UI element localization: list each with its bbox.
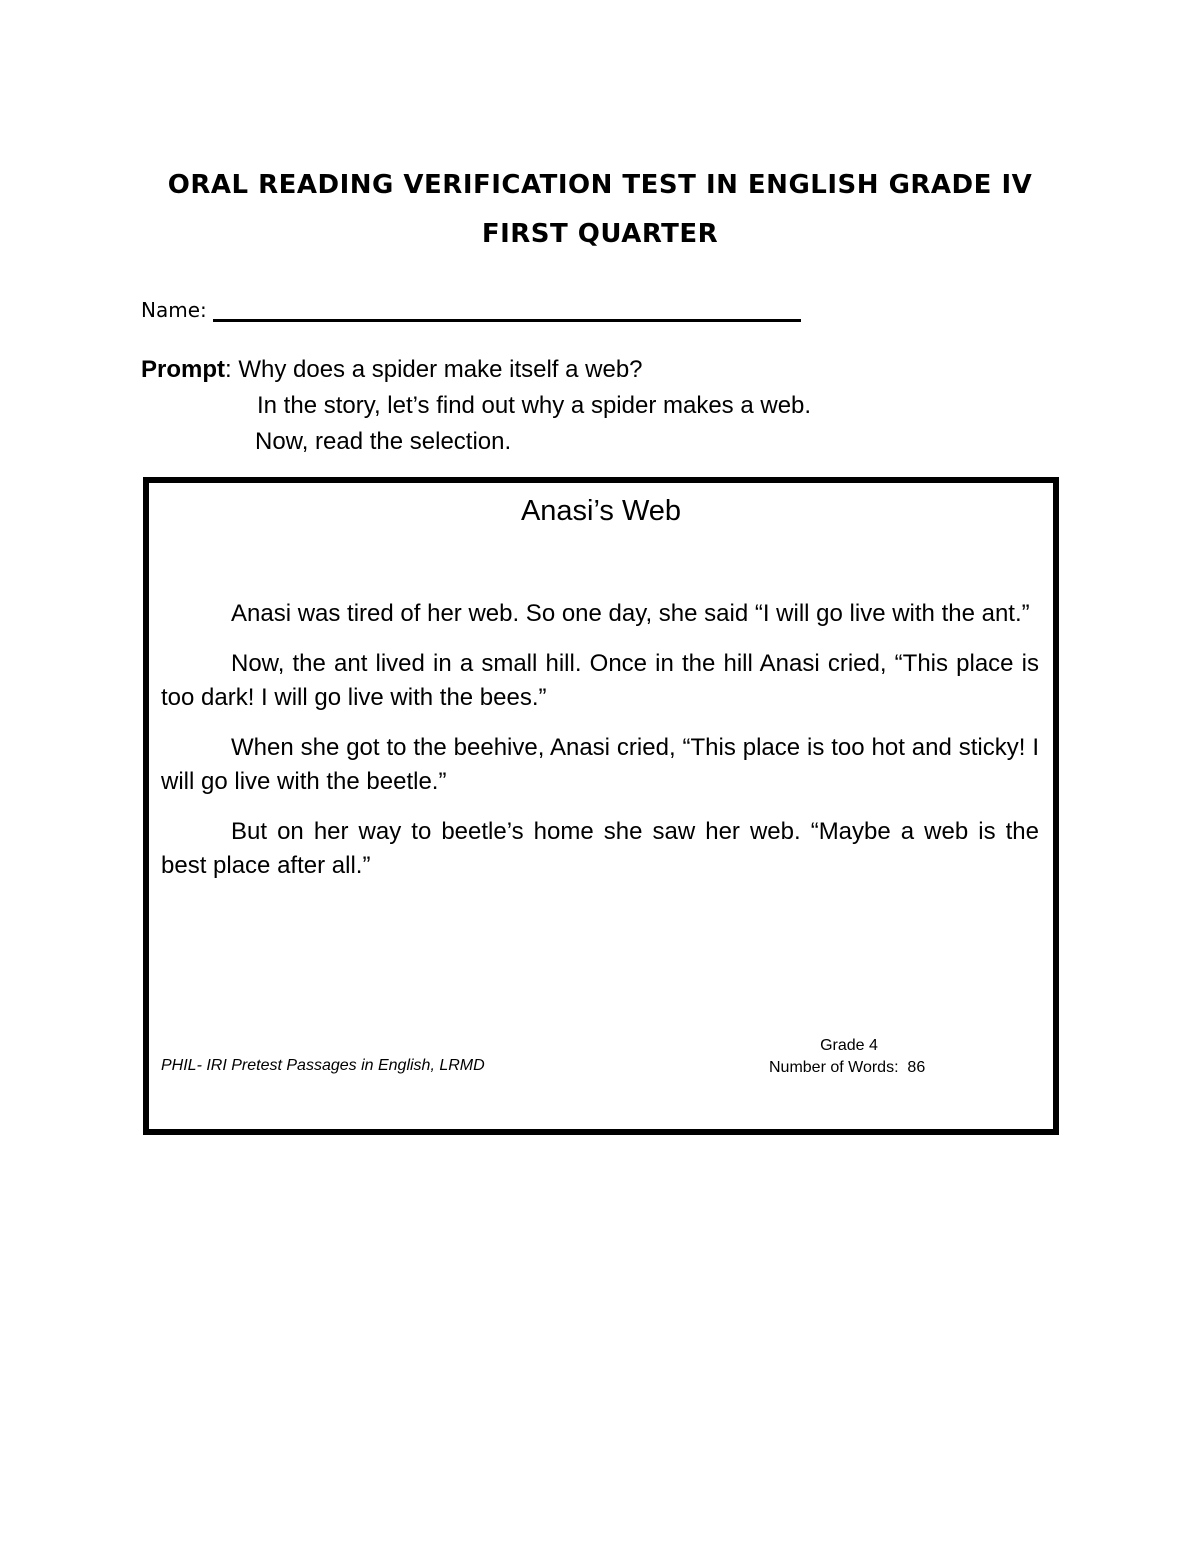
- prompt-line-1: [141, 352, 811, 388]
- prompt-question: : Why does a spider make itself a web?: [225, 356, 643, 383]
- prompt-line-2: In the story, let’s find out why a spider makes a web.: [257, 392, 812, 419]
- source-citation: PHIL- IRI Pretest Passages in English, LRMD: [161, 1057, 485, 1074]
- name-label: Name:: [141, 298, 207, 322]
- document-subtitle: FIRST QUARTER: [481, 219, 719, 249]
- grade-label: Grade 4: [820, 1037, 878, 1054]
- grade-info: [769, 1035, 929, 1079]
- passage-paragraph-1: Anasi was tired of her web. So one day, she said “I will go live with the ant.”: [231, 600, 1030, 627]
- prompt-line-3: Now, read the selection.: [255, 428, 512, 455]
- prompt-block: [141, 352, 811, 460]
- passage-body: [161, 597, 1039, 899]
- passage-box: [143, 477, 1059, 1135]
- prompt-label: Prompt: [141, 356, 225, 383]
- name-row: [141, 298, 801, 322]
- passage-paragraph-2: Now, the ant lived in a small hill. Once in the hill Anasi cried, “This place is too dark! I will go live with the bees.”: [161, 650, 1039, 711]
- passage-title: Anasi’s Web: [520, 495, 682, 527]
- document-title: ORAL READING VERIFICATION TEST IN ENGLISH GRADE IV: [167, 170, 1033, 200]
- name-blank-line[interactable]: [213, 301, 801, 322]
- word-count: Number of Words: 86: [769, 1059, 926, 1076]
- passage-paragraph-4: But on her way to beetle’s home she saw her web. “Maybe a web is the best place after all.”: [161, 818, 1039, 879]
- passage-paragraph-3: When she got to the beehive, Anasi cried, “This place is too hot and sticky! I will go live with the beetle.”: [161, 734, 1039, 795]
